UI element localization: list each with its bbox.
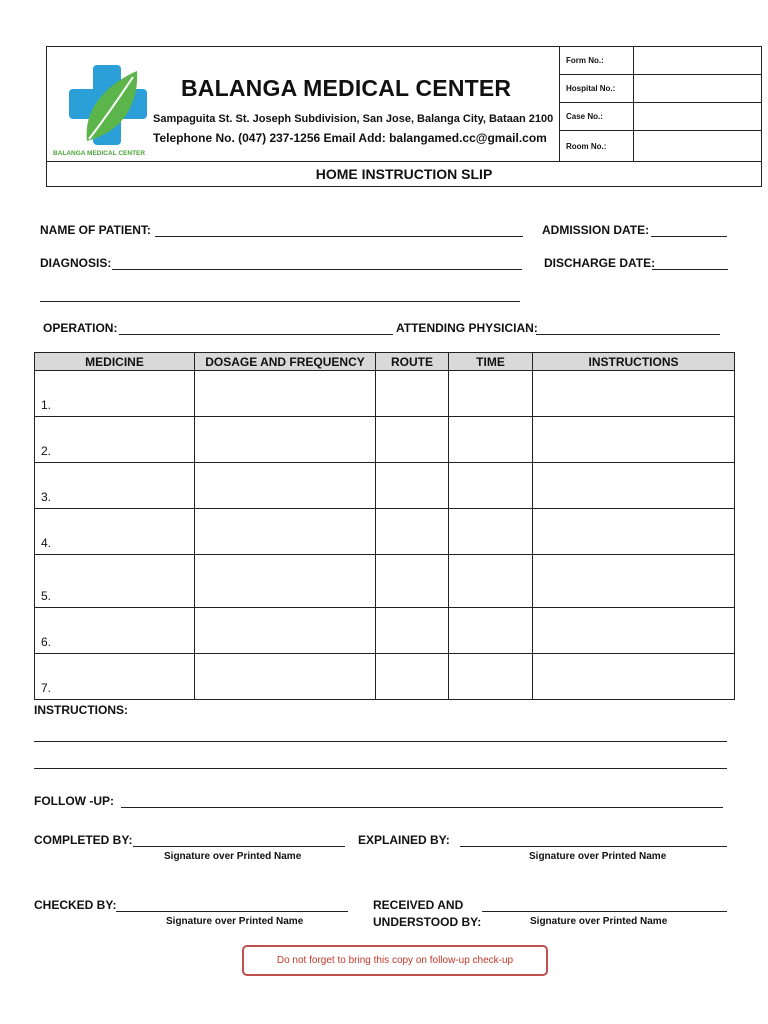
patient-name-label: NAME OF PATIENT:: [40, 223, 151, 237]
table-row: [35, 417, 735, 463]
table-row: [35, 509, 735, 555]
instructions-cell[interactable]: [533, 371, 735, 417]
row-number[interactable]: 6.: [35, 608, 195, 654]
instructions-line-1[interactable]: [34, 741, 727, 742]
follow-up-label: FOLLOW -UP:: [34, 794, 114, 808]
completed-by-caption: Signature over Printed Name: [164, 851, 302, 862]
received-label-line2: UNDERSTOOD BY:: [373, 915, 482, 929]
hospital-no-row: [560, 75, 762, 103]
row-number[interactable]: 3.: [35, 463, 195, 509]
patient-name-field[interactable]: [155, 236, 523, 237]
case-no-row: [560, 103, 762, 131]
header-top: [47, 47, 761, 161]
route-cell[interactable]: [376, 371, 449, 417]
instructions-cell[interactable]: [533, 417, 735, 463]
route-cell[interactable]: [376, 509, 449, 555]
table-row: [35, 608, 735, 654]
instructions-label: INSTRUCTIONS:: [34, 703, 128, 717]
reminder-box: [242, 945, 548, 976]
time-cell[interactable]: [449, 417, 533, 463]
row-number[interactable]: 4.: [35, 509, 195, 555]
table-row: [35, 555, 735, 608]
time-cell[interactable]: [449, 509, 533, 555]
dosage-cell[interactable]: [195, 608, 376, 654]
table-row: [35, 463, 735, 509]
attending-physician-field[interactable]: [536, 334, 720, 335]
dosage-cell[interactable]: [195, 417, 376, 463]
form-no-row: [560, 47, 762, 75]
hospital-no-field[interactable]: [633, 75, 762, 102]
reminder-text: Do not forget to bring this copy on follow-up check-up: [276, 955, 514, 966]
header-dosage: DOSAGE AND FREQUENCY: [195, 353, 376, 371]
dosage-cell[interactable]: [195, 654, 376, 700]
route-cell[interactable]: [376, 555, 449, 608]
logo-area: [47, 47, 557, 161]
dosage-cell[interactable]: [195, 509, 376, 555]
room-no-field[interactable]: [633, 131, 762, 161]
time-cell[interactable]: [449, 654, 533, 700]
medicine-table: [34, 352, 735, 700]
row-number[interactable]: 5.: [35, 555, 195, 608]
dosage-cell[interactable]: [195, 555, 376, 608]
attending-physician-label: ATTENDING PHYSICIAN:: [396, 321, 538, 335]
center-address: Sampaguita St. St. Joseph Subdivision, San Jose, Balanga City, Bataan 2100: [153, 113, 554, 125]
header-time: TIME: [449, 353, 533, 371]
case-no-field[interactable]: [633, 103, 762, 130]
completed-by-field[interactable]: [133, 846, 345, 847]
header-instructions: INSTRUCTIONS: [533, 353, 735, 371]
time-cell[interactable]: [449, 371, 533, 417]
instructions-cell[interactable]: [533, 608, 735, 654]
explained-by-caption: Signature over Printed Name: [529, 851, 667, 862]
dosage-cell[interactable]: [195, 371, 376, 417]
operation-label: OPERATION:: [43, 321, 118, 335]
table-header-row: [35, 353, 735, 371]
instructions-line-2[interactable]: [34, 768, 727, 769]
route-cell[interactable]: [376, 654, 449, 700]
time-cell[interactable]: [449, 463, 533, 509]
explained-by-label: EXPLAINED BY:: [358, 833, 450, 847]
instructions-cell[interactable]: [533, 463, 735, 509]
header-medicine: MEDICINE: [35, 353, 195, 371]
diagnosis-label: DIAGNOSIS:: [40, 256, 112, 270]
instructions-cell[interactable]: [533, 654, 735, 700]
form-no-field[interactable]: [633, 47, 762, 74]
discharge-date-field[interactable]: [652, 269, 728, 270]
hospital-no-label: Hospital No.:: [566, 84, 616, 93]
operation-field[interactable]: [119, 334, 393, 335]
received-by-caption: Signature over Printed Name: [530, 916, 668, 927]
logo-caption: BALANGA MEDICAL CENTER: [53, 150, 146, 157]
checked-by-caption: Signature over Printed Name: [166, 916, 304, 927]
instructions-cell[interactable]: [533, 509, 735, 555]
row-number[interactable]: 1.: [35, 371, 195, 417]
room-no-row: [560, 131, 762, 161]
checked-by-label: CHECKED BY:: [34, 898, 117, 912]
instructions-cell[interactable]: [533, 555, 735, 608]
slip-title-row: [47, 161, 761, 187]
admission-date-field[interactable]: [651, 236, 727, 237]
form-fields: [559, 47, 762, 161]
header-route: ROUTE: [376, 353, 449, 371]
row-number[interactable]: 7.: [35, 654, 195, 700]
medical-cross-leaf-icon: [67, 61, 149, 151]
slip-title: HOME INSTRUCTION SLIP: [315, 166, 493, 182]
diagnosis-field[interactable]: [112, 269, 522, 270]
follow-up-field[interactable]: [121, 807, 723, 808]
received-by-field[interactable]: [482, 911, 727, 912]
table-row: [35, 371, 735, 417]
room-no-label: Room No.:: [566, 142, 607, 151]
time-cell[interactable]: [449, 555, 533, 608]
header-box: [46, 46, 762, 187]
center-name: BALANGA MEDICAL CENTER: [181, 75, 512, 101]
checked-by-field[interactable]: [116, 911, 348, 912]
form-no-label: Form No.:: [566, 56, 604, 65]
completed-by-label: COMPLETED BY:: [34, 833, 133, 847]
case-no-label: Case No.:: [566, 112, 603, 121]
route-cell[interactable]: [376, 463, 449, 509]
time-cell[interactable]: [449, 608, 533, 654]
admission-date-label: ADMISSION DATE:: [542, 223, 650, 237]
dosage-cell[interactable]: [195, 463, 376, 509]
route-cell[interactable]: [376, 417, 449, 463]
row-number[interactable]: 2.: [35, 417, 195, 463]
table-row: [35, 654, 735, 700]
discharge-date-label: DISCHARGE DATE:: [544, 256, 656, 270]
center-telephone: Telephone No. (047) 237-1256 Email Add: balangamed.cc@gmail.com: [153, 131, 547, 145]
explained-by-field[interactable]: [460, 846, 727, 847]
route-cell[interactable]: [376, 608, 449, 654]
received-label-line1: RECEIVED AND: [373, 898, 464, 912]
diagnosis-extra-field[interactable]: [40, 301, 520, 302]
